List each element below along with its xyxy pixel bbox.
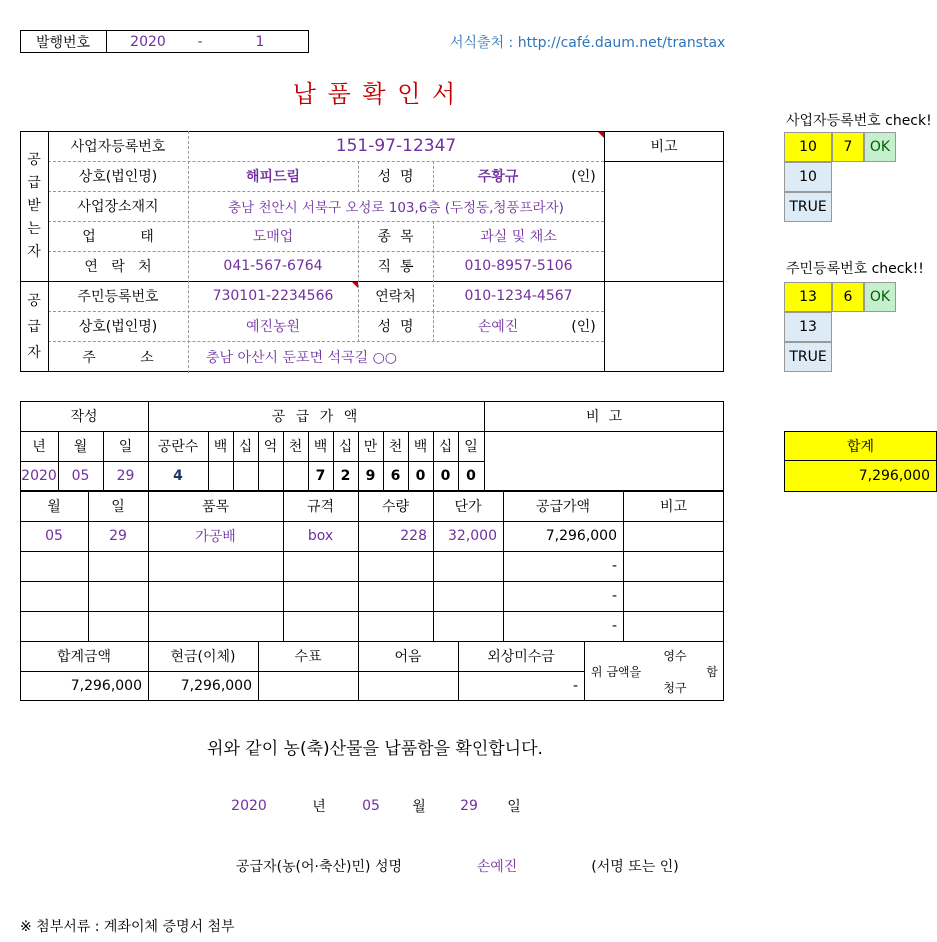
biz-check-title: 사업자등록번호 check! <box>786 113 932 129</box>
item-quantity[interactable]: 228 <box>400 528 427 544</box>
item-unit-price[interactable]: 32,000 <box>448 528 497 544</box>
receiver-side-label <box>20 131 48 281</box>
items-header-remarks: 비고 <box>659 499 688 515</box>
totals-header-credit: 외상미수금 <box>487 649 555 665</box>
supplier-company[interactable]: 예진농원 <box>245 319 301 335</box>
footer-year-label: 년 <box>312 799 326 815</box>
digit-label: 억 <box>263 439 278 455</box>
supplier-contact-label: 연락처 <box>375 289 416 305</box>
totals-credit: - <box>572 678 578 694</box>
items-header-month: 월 <box>47 499 61 515</box>
claim-prefix: 위 금액을 <box>590 664 642 679</box>
res-check-count: 13 <box>784 312 832 342</box>
written-month: 05 <box>71 468 90 484</box>
written-day: 29 <box>116 468 135 484</box>
receiver-business[interactable]: 도매업 <box>252 229 294 245</box>
supplier-address[interactable]: 충남 아산시 둔포면 석곡길 ○○ <box>206 349 397 366</box>
year-label: 년 <box>32 439 46 455</box>
items-header-quantity: 수량 <box>381 499 410 515</box>
supplier-seal: (인) <box>571 319 596 335</box>
digit-label: 천 <box>388 439 403 455</box>
receiver-side-char: 자 <box>27 243 41 260</box>
receiver-company-label: 상호(법인명) <box>78 169 158 185</box>
digit-value <box>258 461 283 491</box>
digit-value <box>208 461 233 491</box>
supplier-name[interactable]: 손예진 <box>477 319 519 335</box>
digit-label: 일 <box>464 439 478 455</box>
receiver-side-char: 급 <box>27 174 41 191</box>
digit-value <box>283 461 308 491</box>
items-header-spec: 규격 <box>306 499 335 515</box>
supply-amount-label: 공 급 가 액 <box>271 409 361 425</box>
res-check-digit: 6 <box>832 282 864 312</box>
day-label: 일 <box>118 439 133 455</box>
digit-label: 백 <box>213 439 228 455</box>
digit-label: 천 <box>288 439 303 455</box>
biz-check-valid: TRUE <box>784 192 832 222</box>
receiver-seal: (인) <box>571 169 596 185</box>
res-check-ok: OK <box>864 282 896 312</box>
supplier-side-char: 공 <box>27 292 41 309</box>
digit-label: 백 <box>413 439 428 455</box>
attachment-note: ※ 첨부서류 : 계좌이체 증명서 첨부 <box>20 919 235 935</box>
footer-year: 2020 <box>231 798 267 814</box>
digit-label: 백 <box>313 439 328 455</box>
footer-supplier-name: 손예진 <box>476 859 518 875</box>
receiver-side-char: 는 <box>27 220 41 237</box>
footer-month-label: 월 <box>412 799 426 815</box>
receiver-direct-label: 직 통 <box>377 259 414 275</box>
res-check-valid: TRUE <box>784 342 832 372</box>
confirmation-text: 위와 같이 농(축)산물을 납품함을 확인합니다. <box>207 738 543 759</box>
supplier-side-char: 자 <box>27 344 41 361</box>
items-header-day: 일 <box>111 499 125 515</box>
footer-day-label: 일 <box>507 799 521 815</box>
written-year: 2020 <box>21 468 57 484</box>
digit-label: 십 <box>438 439 453 455</box>
digit-value: 2 <box>340 468 351 484</box>
items-header-product: 품목 <box>201 499 230 515</box>
totals-check[interactable] <box>258 671 358 701</box>
totals-header-note: 어음 <box>394 649 422 665</box>
items-header-unit-price: 단가 <box>454 499 482 515</box>
supplier-side-label <box>20 281 48 372</box>
receiver-contact-label: 연 락 처 <box>84 259 152 275</box>
item-day[interactable]: 29 <box>109 528 127 544</box>
receiver-company[interactable]: 해피드림 <box>245 169 301 185</box>
total-check-label: 합계 <box>784 431 937 461</box>
supplier-side-char: 급 <box>27 318 41 335</box>
issue-year: 2020 <box>130 33 166 50</box>
item-spec[interactable]: box <box>307 528 334 544</box>
digit-value: 0 <box>415 468 426 484</box>
digit-value: 7 <box>315 468 326 484</box>
totals-cash[interactable]: 7,296,000 <box>180 678 252 694</box>
amount-remarks-label: 비 고 <box>586 409 622 425</box>
item-product[interactable]: 가공배 <box>195 529 236 545</box>
receiver-biz-no-label: 사업자등록번호 <box>70 139 166 155</box>
receiver-side-char: 공 <box>27 151 41 168</box>
supplier-contact[interactable]: 010-1234-4567 <box>464 288 573 304</box>
biz-check-ok: OK <box>864 132 896 162</box>
biz-check-digit: 7 <box>832 132 864 162</box>
issue-number: 1 <box>255 33 265 50</box>
receiver-name-label: 성 명 <box>377 169 414 185</box>
footer-sign-note: (서명 또는 인) <box>591 859 679 875</box>
claim-bill: 청구 <box>663 680 687 695</box>
receiver-name[interactable]: 주황규 <box>477 169 519 185</box>
receiver-biz-no[interactable]: 151-97-12347 <box>335 136 457 156</box>
supplier-resident-label: 주민등록번호 <box>77 289 159 305</box>
footer-month: 05 <box>362 798 380 814</box>
document-title: 납 품 확 인 서 <box>292 79 458 108</box>
receiver-remarks-label: 비고 <box>650 139 678 155</box>
digit-value: 0 <box>440 468 451 484</box>
items-header-supply: 공급가액 <box>535 499 591 515</box>
res-check-title: 주민등록번호 check!! <box>786 261 924 277</box>
digit-label: 만 <box>363 439 378 455</box>
receiver-business-label: 업 태 <box>82 229 154 245</box>
item-supply: - <box>611 588 617 604</box>
receiver-contact[interactable]: 041-567-6764 <box>223 258 323 274</box>
receiver-address[interactable]: 충남 천안시 서북구 오성로 103,6층 (두정동,청풍프라자) <box>228 200 564 216</box>
totals-header-sum: 합계금액 <box>56 649 112 665</box>
res-check-length: 13 <box>784 282 832 312</box>
totals-header-cash: 현금(이체) <box>170 649 236 665</box>
written-label: 작성 <box>70 409 98 425</box>
claim-receipt: 영수 <box>663 648 687 663</box>
supplier-resident-no[interactable]: 730101-2234566 <box>212 288 334 304</box>
footer-supplier-label: 공급자(농(어·축산)민) 성명 <box>236 859 402 875</box>
supplier-name-label: 성 명 <box>377 319 414 335</box>
footer-day: 29 <box>460 798 478 814</box>
totals-note[interactable] <box>358 671 458 701</box>
item-month[interactable]: 05 <box>45 528 63 544</box>
totals-header-check: 수표 <box>294 649 322 665</box>
digit-value: 9 <box>365 468 376 484</box>
totals-sum: 7,296,000 <box>70 678 142 694</box>
blank-count-label: 공란수 <box>157 439 199 455</box>
receiver-item[interactable]: 과실 및 채소 <box>480 229 557 245</box>
claim-suffix: 함 <box>706 664 718 679</box>
digit-value: 0 <box>466 468 476 484</box>
receiver-address-label: 사업장소재지 <box>77 199 159 215</box>
month-label: 월 <box>73 439 88 455</box>
issue-number-label: 발행번호 <box>35 34 91 51</box>
digit-value <box>233 461 258 491</box>
item-supply: 7,296,000 <box>545 528 617 544</box>
supplier-address-label: 주 소 <box>82 349 154 366</box>
biz-check-length: 10 <box>784 132 832 162</box>
digit-label: 십 <box>338 439 353 455</box>
supplier-company-label: 상호(법인명) <box>78 319 158 335</box>
item-remarks[interactable] <box>623 521 724 551</box>
blank-count: 4 <box>173 468 183 484</box>
receiver-direct[interactable]: 010-8957-5106 <box>464 258 573 274</box>
issue-separator: - <box>197 33 203 50</box>
digit-label: 십 <box>238 439 253 455</box>
digit-value: 6 <box>390 468 401 484</box>
form-source: 서식출처 : http://café.daum.net/transtax <box>450 34 725 51</box>
item-supply: - <box>611 558 617 574</box>
total-check-value: 7,296,000 <box>784 461 937 492</box>
biz-check-count: 10 <box>784 162 832 192</box>
receiver-item-label: 종 목 <box>377 229 414 245</box>
item-supply: - <box>611 618 617 634</box>
receiver-side-char: 받 <box>27 197 41 214</box>
